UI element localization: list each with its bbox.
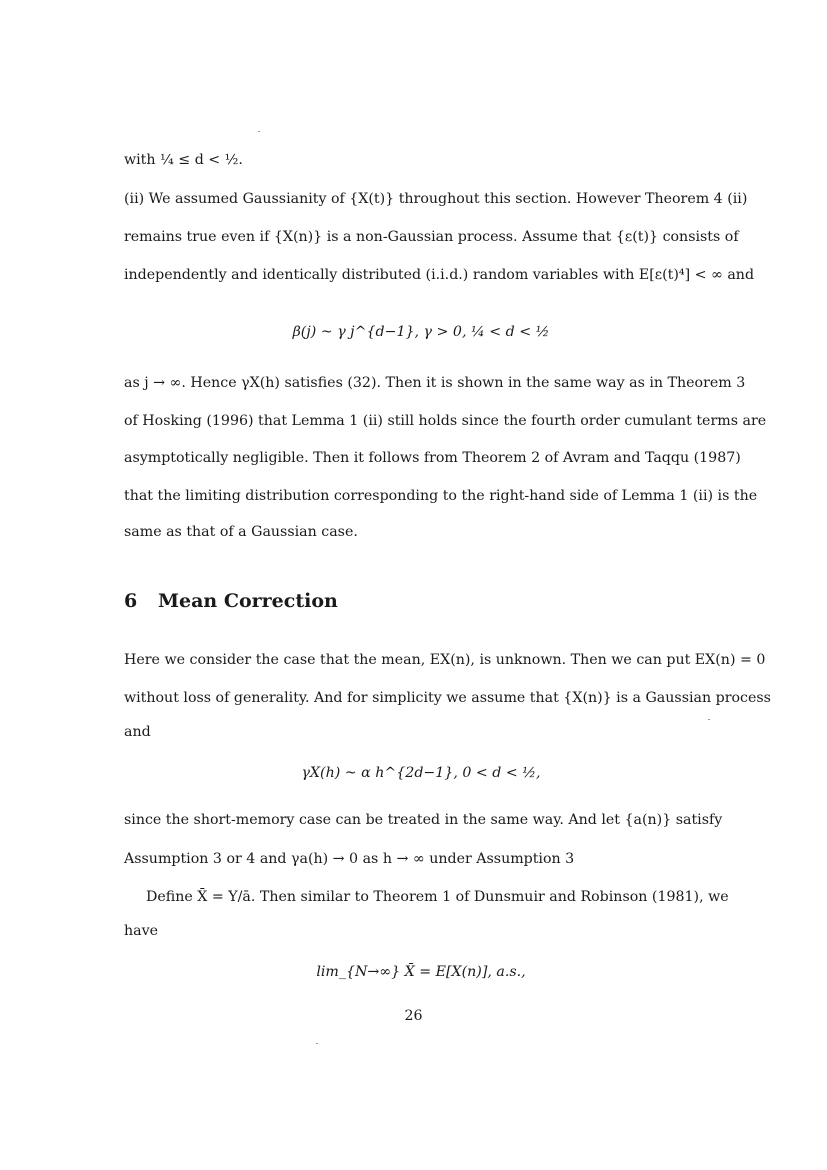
text-line-2: (ii) We assumed Gaussianity of {X(t)} throughout this section. However Theorem 4 (ii) — [124, 191, 748, 207]
section-number: 6 — [124, 590, 138, 612]
section-heading — [124, 590, 338, 612]
scan-speck — [258, 131, 260, 132]
section-text-line-2: without loss of generality. And for simplicity we assume that {X(n)} is a Gaussian process — [124, 690, 771, 706]
scan-speck — [316, 1043, 318, 1044]
section-title: Mean Correction — [158, 590, 338, 612]
text-line-8: that the limiting distribution corresponding to the right-hand side of Lemma 1 (ii) is the — [124, 488, 758, 504]
text-line-5: as j → ∞. Hence γX(h) satisfies (32). Then it is shown in the same way as in Theorem 3 — [124, 375, 746, 391]
display-equation-2: γX(h) ~ α h^{2d−1}, 0 < d < ½, — [301, 765, 541, 781]
text-line-4: independently and identically distributed (i.i.d.) random variables with E[ε(t)⁴] < ∞ and — [124, 267, 755, 283]
section-text-line-4: since the short-memory case can be treated in the same way. And let {a(n)} satisfy — [124, 812, 723, 828]
display-equation-1: β(j) ~ γ j^{d−1}, γ > 0, ¼ < d < ½ — [292, 324, 550, 340]
display-equation-3: lim_{N→∞} X̄ = E[X(n)], a.s., — [316, 964, 526, 980]
text-line-1: with ¼ ≤ d < ½. — [124, 152, 243, 168]
text-line-3: remains true even if {X(n)} is a non-Gaussian process. Assume that {ε(t)} consists of — [124, 229, 739, 245]
section-text-line-7: have — [124, 923, 159, 939]
text-line-9: same as that of a Gaussian case. — [124, 524, 358, 540]
scan-speck — [708, 719, 710, 720]
section-text-line-6: Define X̄ = Y/ā. Then similar to Theorem 1 of Dunsmuir and Robinson (1981), we — [146, 889, 729, 905]
page-number: 26 — [404, 1008, 423, 1024]
text-line-6: of Hosking (1996) that Lemma 1 (ii) still holds since the fourth order cumulant terms are — [124, 413, 767, 429]
text-line-7: asymptotically negligible. Then it follows from Theorem 2 of Avram and Taqqu (1987) — [124, 450, 741, 466]
section-text-line-5: Assumption 3 or 4 and γa(h) → 0 as h → ∞ under Assumption 3 — [124, 851, 575, 867]
section-text-line-1: Here we consider the case that the mean, EX(n), is unknown. Then we can put EX(n) = 0 — [124, 652, 766, 668]
section-text-line-3: and — [124, 724, 151, 740]
